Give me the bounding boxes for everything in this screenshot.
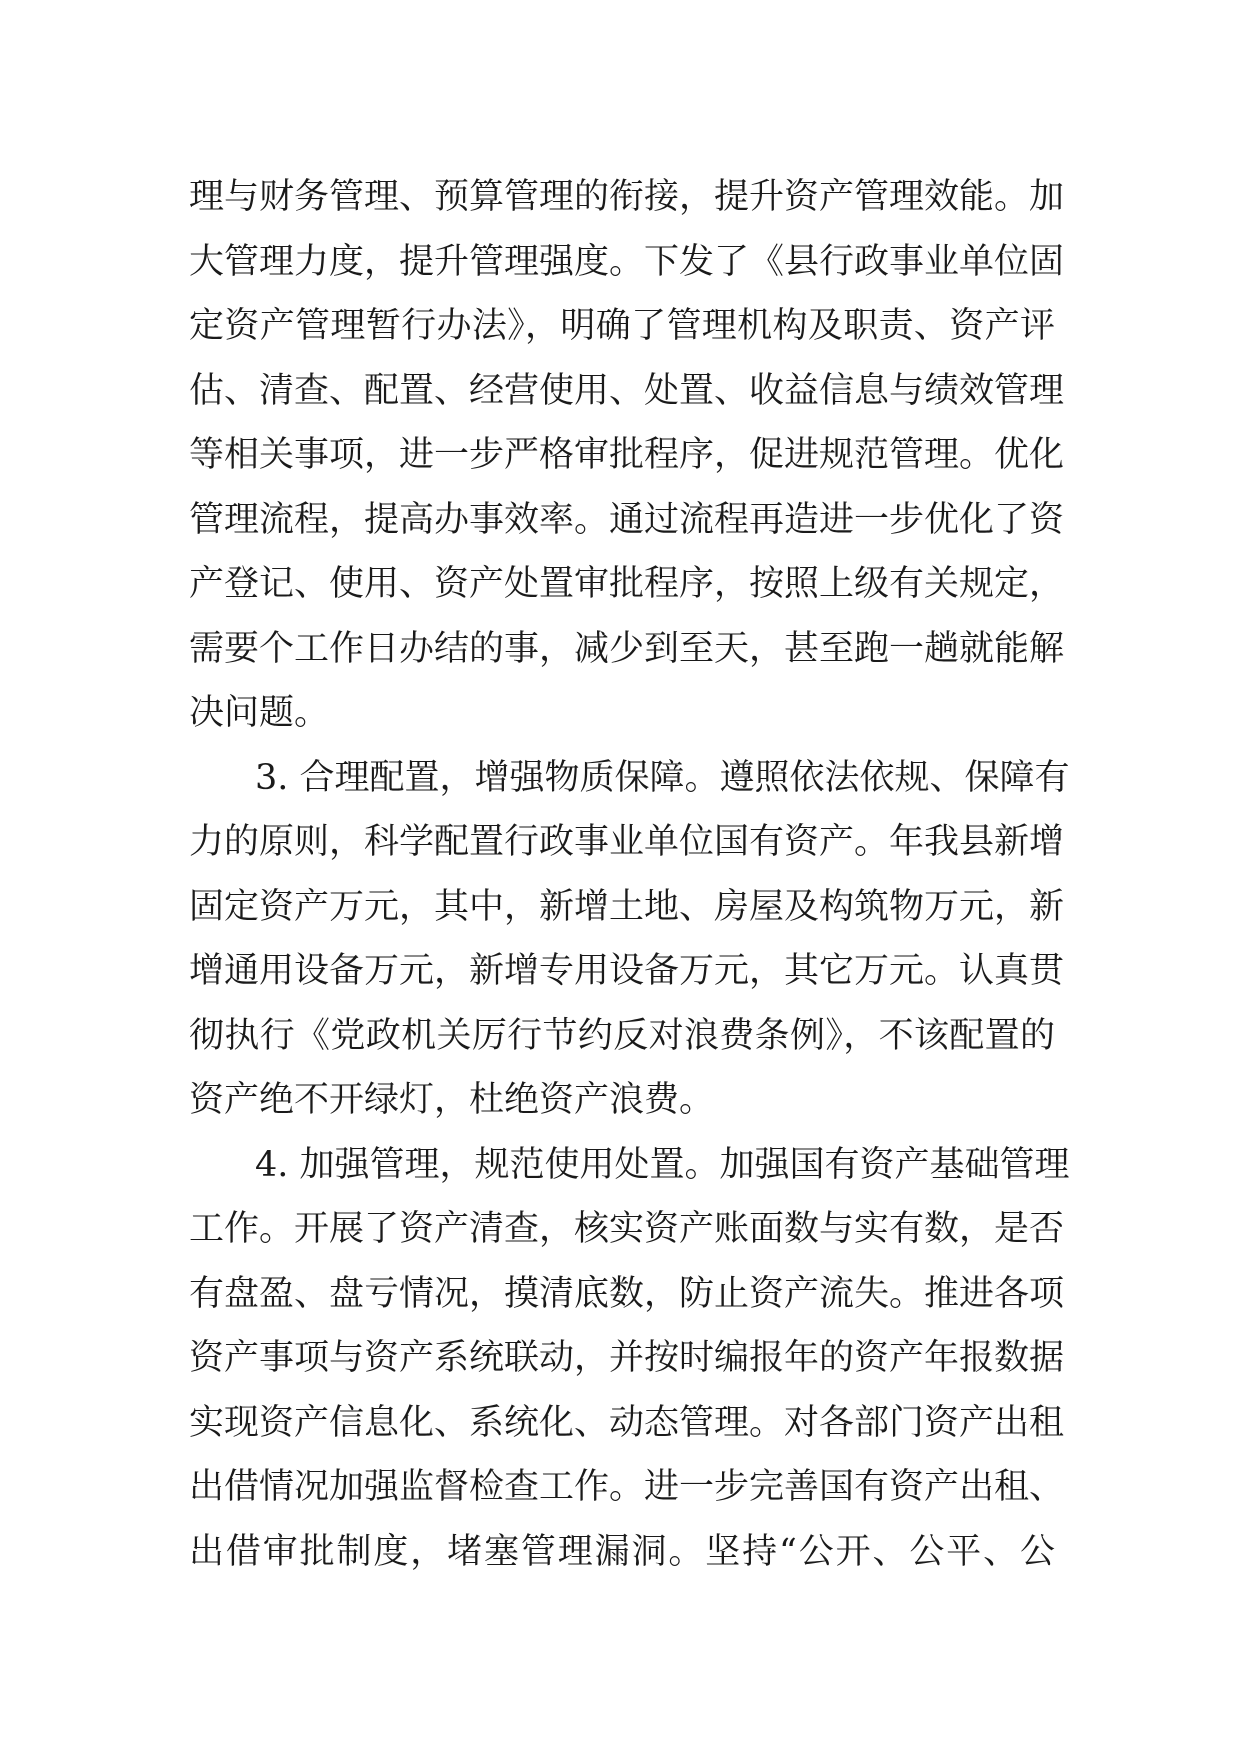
text-line: 增通用设备万元，新增专用设备万元，其它万元。认真贯 [189, 951, 1065, 991]
text-line: 定资产管理暂行办法》，明确了管理机构及职责、资产评 [189, 306, 1055, 346]
text-line: 实现资产信息化、系统化、动态管理。对各部门资产出租 [189, 1402, 1065, 1443]
text-line: 工作。开展了资产清查，核实资产账面数与实有数，是否 [189, 1209, 1065, 1249]
text-line: 大管理力度，提升管理强度。下发了《县行政事业单位固 [189, 241, 1065, 282]
text-line: 等相关事项，进一步严格审批程序，促进规范管理。优化 [189, 435, 1065, 475]
document-page [189, 165, 1070, 1584]
text-line: 决问题。 [189, 693, 330, 733]
text-line: 资产事项与资产系统联动，并按时编报年的资产年报数据 [189, 1338, 1065, 1378]
text-line: 估、清查、配置、经营使用、处置、收益信息与绩效管理 [189, 370, 1065, 411]
section-4-first-line: 4. 加强管理，规范使用处置。加强国有资产基础管理 [255, 1144, 1070, 1185]
text-line: 固定资产万元，其中，新增土地、房屋及构筑物万元，新 [189, 886, 1065, 927]
text-line: 出借情况加强监督检查工作。进一步完善国有资产出租、 [189, 1467, 1065, 1507]
text-line: 管理流程，提高办事效率。通过流程再造进一步优化了资 [189, 499, 1065, 540]
text-line: 理与财务管理、预算管理的衔接，提升资产管理效能。加 [189, 177, 1065, 217]
text-line: 有盘盈、盘亏情况，摸清底数，防止资产流失。推进各项 [189, 1273, 1065, 1314]
text-line: 彻执行《党政机关厉行节约反对浪费条例》，不该配置的 [189, 1015, 1055, 1056]
text-line: 力的原则，科学配置行政事业单位国有资产。年我县新增 [189, 822, 1065, 862]
text-line: 产登记、使用、资产处置审批程序，按照上级有关规定， [189, 564, 1065, 604]
text-line: 资产绝不开绿灯，杜绝资产浪费。 [189, 1080, 715, 1120]
text-line: 需要个工作日办结的事，减少到至天，甚至跑一趟就能解 [189, 628, 1065, 669]
section-3-first-line: 3. 合理配置，增强物质保障。遵照依法依规、保障有 [255, 757, 1070, 798]
text-line: 出借审批制度，堵塞管理漏洞。坚持“公开、公平、公 [189, 1531, 1055, 1572]
